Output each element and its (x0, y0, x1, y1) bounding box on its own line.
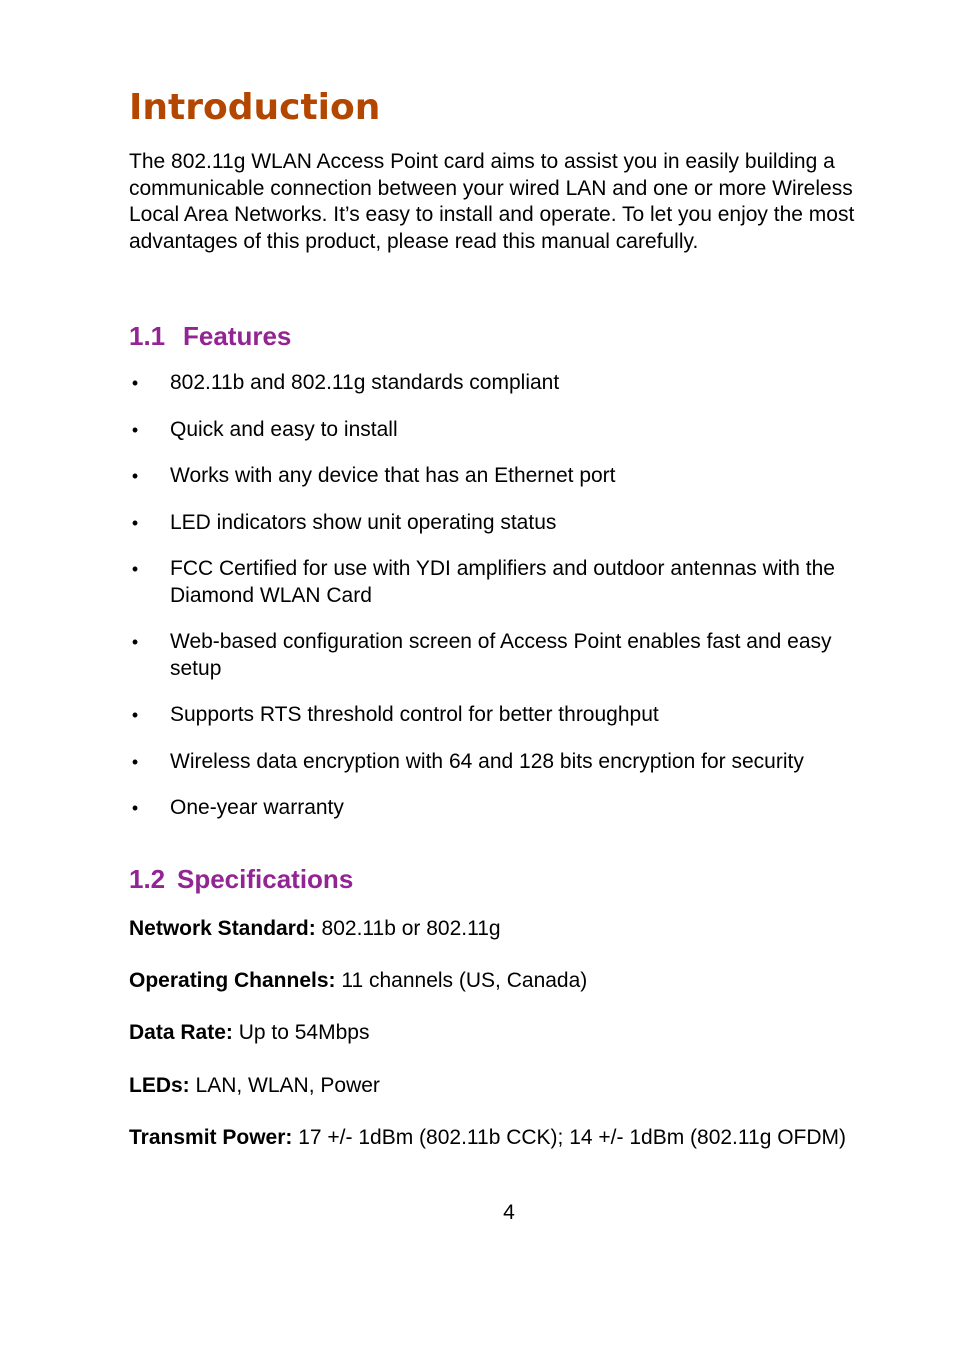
feature-text: FCC Certified for use with YDI amplifiers and outdoor antennas with the Diamond WLAN Card (170, 557, 835, 607)
specifications-section-number: 1.2 (129, 864, 166, 894)
feature-text: Works with any device that has an Ethernet port (170, 464, 616, 487)
spec-label: Transmit Power: (129, 1126, 293, 1149)
intro-paragraph: The 802.11g WLAN Access Point card aims to assist you in easily building a communicable connection between your wired LAN and one or more Wireless Local Area Networks. It’s easy to install and operate. To let you enjoy the most advantages of this product, please read this manual carefully. (129, 150, 855, 253)
list-item (129, 629, 879, 682)
specifications-section-title: Specifications (177, 864, 354, 894)
bullet-icon: • (131, 798, 139, 818)
specifications-heading (129, 863, 353, 895)
feature-text: Supports RTS threshold control for better throughput (170, 703, 659, 726)
list-item (129, 417, 879, 444)
list-item (129, 702, 879, 729)
bullet-icon: • (131, 373, 139, 393)
feature-text: Web-based configuration screen of Access Point enables fast and easy setup (170, 630, 832, 680)
list-item (129, 370, 879, 397)
list-item (129, 795, 879, 822)
bullet-icon: • (131, 512, 139, 533)
spec-value: LAN, WLAN, Power (189, 1074, 380, 1097)
spec-value: 802.11b or 802.11g (315, 917, 501, 940)
list-item (129, 749, 879, 776)
spec-value: 17 +/- 1dBm (802.11b CCK); 14 +/- 1dBm (802.11g OFDM) (292, 1126, 847, 1149)
spec-label: Data Rate: (129, 1021, 233, 1044)
features-section-title: Features (183, 321, 292, 351)
feature-text: LED indicators show unit operating status (170, 510, 557, 534)
spec-label: Operating Channels: (129, 969, 336, 992)
bullet-icon: • (131, 751, 139, 772)
feature-text: Quick and easy to install (170, 417, 398, 441)
features-heading (129, 320, 291, 352)
spec-label: Network Standard: (129, 917, 316, 940)
spec-data-rate (129, 1020, 874, 1047)
spec-leds (129, 1073, 874, 1100)
features-section-number: 1.1 (129, 321, 166, 351)
page-number: 4 (503, 1201, 515, 1224)
spec-transmit-power (129, 1125, 874, 1152)
feature-text: One-year warranty (170, 796, 344, 819)
bullet-icon: • (131, 419, 139, 440)
bullet-icon: • (131, 559, 139, 579)
spec-network-standard (129, 916, 874, 943)
feature-text: 802.11b and 802.11g standards compliant (170, 371, 560, 394)
bullet-icon: • (131, 632, 139, 652)
bullet-icon: • (131, 466, 139, 486)
list-item (129, 463, 879, 490)
spec-operating-channels (129, 968, 874, 995)
page-title: Introduction (129, 87, 381, 128)
features-list (129, 370, 879, 842)
spec-value: 11 channels (US, Canada) (335, 969, 588, 992)
feature-text: Wireless data encryption with 64 and 128 bits encryption for security (170, 749, 804, 773)
spec-value: Up to 54Mbps (232, 1021, 370, 1044)
bullet-icon: • (131, 705, 139, 725)
list-item (129, 510, 879, 537)
list-item (129, 556, 879, 609)
spec-label: LEDs: (129, 1074, 190, 1097)
